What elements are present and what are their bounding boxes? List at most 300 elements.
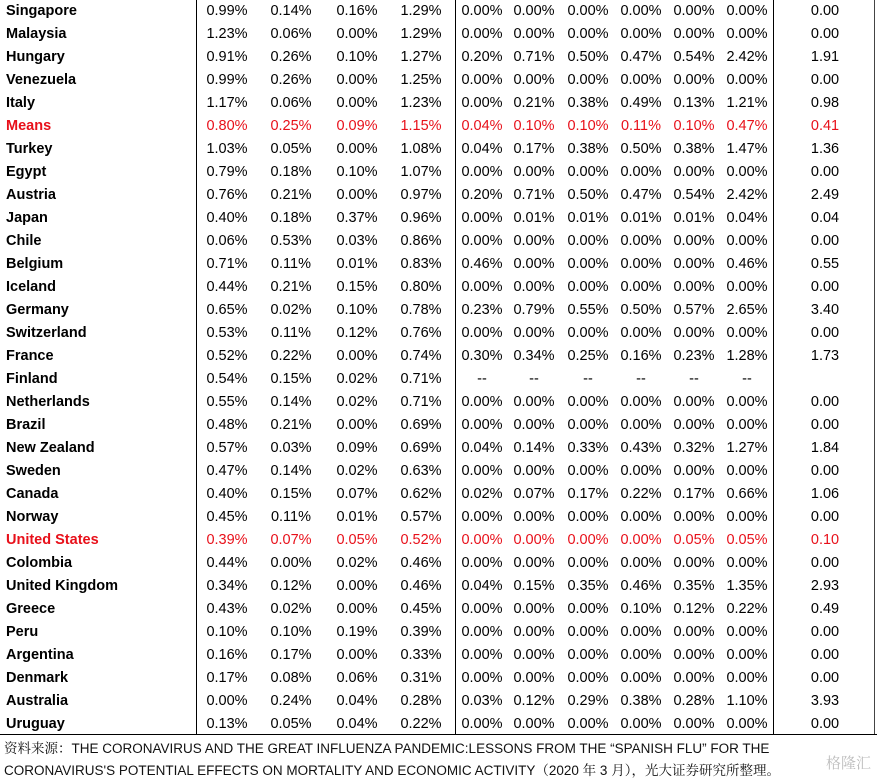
- value-cell: 0.00%: [673, 394, 715, 410]
- value-cell: 0.00%: [726, 624, 768, 640]
- value-cell: 0.15%: [513, 578, 555, 594]
- value-cell: 0.00%: [461, 647, 503, 663]
- value-cell: 0.79%: [513, 302, 555, 318]
- value-cell: 0.43%: [206, 601, 248, 617]
- table-row: [0, 460, 877, 483]
- country-cell: Argentina: [6, 647, 74, 663]
- value-cell: 0.00%: [461, 95, 503, 111]
- value-cell: 0.17%: [206, 670, 248, 686]
- country-cell: Hungary: [6, 49, 65, 65]
- value-cell: 0.00: [810, 394, 840, 410]
- value-cell: 0.69%: [400, 417, 442, 433]
- value-cell: 0.71%: [513, 49, 555, 65]
- table-row: [0, 506, 877, 529]
- watermark-logo: 格隆汇: [825, 755, 871, 772]
- value-cell: 0.00%: [461, 624, 503, 640]
- value-cell: 0.03%: [461, 693, 503, 709]
- value-cell: 0.38%: [620, 693, 662, 709]
- value-cell: 0.12%: [673, 601, 715, 617]
- value-cell: 1.15%: [400, 118, 442, 134]
- value-cell: 2.93: [810, 578, 840, 594]
- country-cell: Finland: [6, 371, 58, 387]
- value-cell: 0.00%: [673, 647, 715, 663]
- table-row: [0, 483, 877, 506]
- value-cell: 1.17%: [206, 95, 248, 111]
- value-cell: 0.49: [810, 601, 840, 617]
- value-cell: 0.00%: [461, 532, 503, 548]
- value-cell: 0.00%: [567, 647, 609, 663]
- value-cell: --: [477, 371, 487, 387]
- value-cell: 0.71%: [206, 256, 248, 272]
- country-cell: Singapore: [6, 3, 77, 19]
- table-row: [0, 575, 877, 598]
- value-cell: 0.00%: [336, 26, 378, 42]
- value-cell: 2.42%: [726, 187, 768, 203]
- value-cell: 0.00%: [567, 670, 609, 686]
- table-bottom-border: [0, 734, 877, 735]
- value-cell: 0.00%: [673, 624, 715, 640]
- value-cell: 0.04%: [336, 716, 378, 732]
- value-cell: 0.00%: [513, 233, 555, 249]
- value-cell: 0.14%: [513, 440, 555, 456]
- value-cell: 0.62%: [400, 486, 442, 502]
- table-row: [0, 207, 877, 230]
- value-cell: 3.40: [810, 302, 840, 318]
- value-cell: 0.00%: [567, 601, 609, 617]
- value-cell: --: [742, 371, 752, 387]
- value-cell: 0.99%: [206, 3, 248, 19]
- value-cell: 0.57%: [673, 302, 715, 318]
- value-cell: 0.10%: [673, 118, 715, 134]
- value-cell: 0.10%: [336, 164, 378, 180]
- value-cell: 0.11%: [270, 256, 312, 272]
- value-cell: 0.01%: [513, 210, 555, 226]
- value-cell: 0.01%: [567, 210, 609, 226]
- column-divider: [773, 0, 774, 735]
- value-cell: 0.19%: [336, 624, 378, 640]
- value-cell: 0.00%: [461, 325, 503, 341]
- value-cell: 0.01%: [620, 210, 662, 226]
- country-cell: Venezuela: [6, 72, 77, 88]
- value-cell: 0.52%: [206, 348, 248, 364]
- value-cell: 0.00%: [567, 279, 609, 295]
- value-cell: 0.00%: [567, 417, 609, 433]
- value-cell: 0.17%: [567, 486, 609, 502]
- value-cell: 0.46%: [400, 578, 442, 594]
- table-right-border: [874, 0, 875, 735]
- value-cell: 0.00: [810, 716, 840, 732]
- value-cell: 0.21%: [270, 417, 312, 433]
- value-cell: 0.00%: [673, 509, 715, 525]
- value-cell: 0.00%: [461, 394, 503, 410]
- value-cell: 0.98: [810, 95, 840, 111]
- value-cell: 1.91: [810, 49, 840, 65]
- value-cell: 0.00: [810, 233, 840, 249]
- country-cell: Belgium: [6, 256, 64, 272]
- value-cell: 0.00%: [336, 601, 378, 617]
- value-cell: 0.10%: [336, 302, 378, 318]
- value-cell: 0.35%: [673, 578, 715, 594]
- value-cell: 0.00%: [567, 164, 609, 180]
- value-cell: 0.00%: [567, 72, 609, 88]
- value-cell: 0.49%: [620, 95, 662, 111]
- country-cell: Uruguay: [6, 716, 65, 732]
- value-cell: 3.93: [810, 693, 840, 709]
- value-cell: 0.10%: [270, 624, 312, 640]
- value-cell: 0.00%: [726, 3, 768, 19]
- table-row: [0, 92, 877, 115]
- value-cell: 0.00%: [336, 348, 378, 364]
- value-cell: 0.00%: [726, 647, 768, 663]
- value-cell: 0.01%: [673, 210, 715, 226]
- value-cell: 0.20%: [461, 187, 503, 203]
- value-cell: 0.46%: [400, 555, 442, 571]
- value-cell: 0.21%: [270, 187, 312, 203]
- value-cell: 0.00%: [620, 509, 662, 525]
- value-cell: 0.00%: [620, 72, 662, 88]
- value-cell: 0.66%: [726, 486, 768, 502]
- table-row: [0, 368, 877, 391]
- value-cell: 0.00%: [336, 578, 378, 594]
- value-cell: 0.00%: [673, 555, 715, 571]
- value-cell: 0.33%: [400, 647, 442, 663]
- value-cell: 0.96%: [400, 210, 442, 226]
- value-cell: 1.84: [810, 440, 840, 456]
- country-cell: Switzerland: [6, 325, 87, 341]
- country-cell: Malaysia: [6, 26, 67, 42]
- value-cell: --: [689, 371, 699, 387]
- value-cell: 0.00%: [567, 3, 609, 19]
- value-cell: 0.00%: [567, 463, 609, 479]
- value-cell: 0.18%: [270, 164, 312, 180]
- value-cell: 0.14%: [270, 3, 312, 19]
- value-cell: 0.46%: [461, 256, 503, 272]
- value-cell: 1.25%: [400, 72, 442, 88]
- value-cell: 0.08%: [270, 670, 312, 686]
- value-cell: 0.00%: [461, 716, 503, 732]
- value-cell: 0.07%: [270, 532, 312, 548]
- value-cell: 0.22%: [620, 486, 662, 502]
- value-cell: 0.00%: [513, 509, 555, 525]
- value-cell: 0.00%: [620, 647, 662, 663]
- value-cell: 0.04%: [461, 440, 503, 456]
- value-cell: 0.00%: [673, 325, 715, 341]
- value-cell: 0.00%: [461, 164, 503, 180]
- value-cell: 0.28%: [673, 693, 715, 709]
- value-cell: 0.00%: [726, 417, 768, 433]
- country-cell: Colombia: [6, 555, 73, 571]
- value-cell: 0.00%: [513, 72, 555, 88]
- value-cell: 0.00: [810, 325, 840, 341]
- value-cell: 0.13%: [206, 716, 248, 732]
- value-cell: 0.00%: [620, 555, 662, 571]
- value-cell: 0.00%: [567, 256, 609, 272]
- value-cell: 0.03%: [336, 233, 378, 249]
- table-row: [0, 184, 877, 207]
- value-cell: 0.22%: [726, 601, 768, 617]
- value-cell: 0.04%: [726, 210, 768, 226]
- value-cell: 0.00%: [336, 95, 378, 111]
- value-cell: 0.00%: [513, 279, 555, 295]
- value-cell: 0.00%: [461, 233, 503, 249]
- value-cell: 0.00%: [620, 670, 662, 686]
- country-cell: Brazil: [6, 417, 46, 433]
- table-row: [0, 552, 877, 575]
- value-cell: 0.18%: [270, 210, 312, 226]
- value-cell: 1.07%: [400, 164, 442, 180]
- value-cell: 0.04: [810, 210, 840, 226]
- value-cell: 0.00%: [620, 624, 662, 640]
- source-note-line-2: CORONAVIRUS'S POTENTIAL EFFECTS ON MORTALITY AND ECONOMIC ACTIVITY（2020 年 3 月），光大证券研究所整理。: [4, 763, 780, 778]
- value-cell: 0.02%: [336, 463, 378, 479]
- value-cell: 0.03%: [270, 440, 312, 456]
- value-cell: 0.00: [810, 279, 840, 295]
- value-cell: 2.49: [810, 187, 840, 203]
- value-cell: 0.00: [810, 3, 840, 19]
- value-cell: 0.14%: [270, 394, 312, 410]
- value-cell: 0.57%: [206, 440, 248, 456]
- value-cell: 0.10%: [620, 601, 662, 617]
- table-row: [0, 299, 877, 322]
- value-cell: 0.15%: [270, 371, 312, 387]
- country-cell: Iceland: [6, 279, 56, 295]
- value-cell: 0.00%: [461, 601, 503, 617]
- value-cell: 0.38%: [567, 95, 609, 111]
- value-cell: 0.09%: [336, 118, 378, 134]
- value-cell: 0.05%: [270, 141, 312, 157]
- value-cell: 0.83%: [400, 256, 442, 272]
- value-cell: 0.00%: [726, 555, 768, 571]
- value-cell: 0.46%: [620, 578, 662, 594]
- value-cell: 0.00%: [673, 417, 715, 433]
- value-cell: 0.09%: [336, 440, 378, 456]
- value-cell: 0.05%: [726, 532, 768, 548]
- value-cell: 0.00%: [513, 417, 555, 433]
- table-row: [0, 621, 877, 644]
- value-cell: [795, 368, 855, 391]
- table-row: [0, 667, 877, 690]
- value-cell: 1.27%: [400, 49, 442, 65]
- value-cell: 0.00%: [461, 555, 503, 571]
- value-cell: 0.37%: [336, 210, 378, 226]
- country-cell: United States: [6, 532, 99, 548]
- value-cell: 0.34%: [513, 348, 555, 364]
- value-cell: 0.00: [810, 555, 840, 571]
- value-cell: 0.00: [810, 72, 840, 88]
- value-cell: 0.04%: [461, 118, 503, 134]
- value-cell: 0.34%: [206, 578, 248, 594]
- value-cell: 0.00%: [673, 279, 715, 295]
- value-cell: 0.38%: [567, 141, 609, 157]
- value-cell: 0.06%: [270, 26, 312, 42]
- value-cell: 1.28%: [726, 348, 768, 364]
- table-row: [0, 230, 877, 253]
- table-row: [0, 69, 877, 92]
- value-cell: 0.00%: [726, 394, 768, 410]
- value-cell: 0.21%: [513, 95, 555, 111]
- value-cell: 0.00%: [673, 256, 715, 272]
- country-cell: Canada: [6, 486, 59, 502]
- value-cell: 0.00: [810, 26, 840, 42]
- table-row: [0, 345, 877, 368]
- value-cell: 0.00%: [513, 532, 555, 548]
- country-cell: Chile: [6, 233, 42, 249]
- table-row: [0, 276, 877, 299]
- value-cell: 0.00%: [513, 325, 555, 341]
- country-cell: Egypt: [6, 164, 47, 180]
- value-cell: 0.71%: [400, 394, 442, 410]
- value-cell: 1.73: [810, 348, 840, 364]
- value-cell: 0.35%: [567, 578, 609, 594]
- value-cell: 0.00%: [567, 26, 609, 42]
- value-cell: 0.00%: [513, 624, 555, 640]
- value-cell: 0.99%: [206, 72, 248, 88]
- value-cell: 0.00%: [513, 394, 555, 410]
- value-cell: 0.10: [810, 532, 840, 548]
- value-cell: 0.30%: [461, 348, 503, 364]
- value-cell: 0.80%: [206, 118, 248, 134]
- value-cell: 0.54%: [206, 371, 248, 387]
- value-cell: 0.05%: [270, 716, 312, 732]
- country-cell: Denmark: [6, 670, 69, 686]
- value-cell: 0.23%: [461, 302, 503, 318]
- value-cell: 0.06%: [336, 670, 378, 686]
- value-cell: 1.35%: [726, 578, 768, 594]
- value-cell: 0.40%: [206, 486, 248, 502]
- column-divider: [455, 0, 456, 735]
- value-cell: 0.76%: [400, 325, 442, 341]
- value-cell: 0.00%: [461, 26, 503, 42]
- value-cell: 0.00%: [726, 716, 768, 732]
- value-cell: 0.00%: [620, 279, 662, 295]
- value-cell: 0.00%: [461, 670, 503, 686]
- value-cell: 0.69%: [400, 440, 442, 456]
- value-cell: 1.23%: [206, 26, 248, 42]
- value-cell: 0.00%: [726, 26, 768, 42]
- value-cell: 0.80%: [400, 279, 442, 295]
- table-row: [0, 529, 877, 552]
- country-cell: Italy: [6, 95, 36, 111]
- value-cell: 0.00%: [620, 417, 662, 433]
- value-cell: 0.06%: [270, 95, 312, 111]
- value-cell: --: [529, 371, 539, 387]
- value-cell: 0.47%: [206, 463, 248, 479]
- value-cell: 0.07%: [513, 486, 555, 502]
- value-cell: 0.00%: [620, 463, 662, 479]
- value-cell: 0.00: [810, 670, 840, 686]
- value-cell: 0.00: [810, 647, 840, 663]
- table-row: [0, 391, 877, 414]
- value-cell: 0.00: [810, 509, 840, 525]
- table-row: [0, 644, 877, 667]
- value-cell: 0.00%: [513, 716, 555, 732]
- table-row: [0, 253, 877, 276]
- value-cell: --: [583, 371, 593, 387]
- value-cell: 0.71%: [513, 187, 555, 203]
- value-cell: 0.00%: [726, 233, 768, 249]
- value-cell: 0.00: [810, 624, 840, 640]
- value-cell: 0.00%: [673, 463, 715, 479]
- value-cell: 0.28%: [400, 693, 442, 709]
- value-cell: 0.01%: [336, 509, 378, 525]
- country-cell: Means: [6, 118, 52, 134]
- value-cell: 0.00%: [620, 3, 662, 19]
- value-cell: 0.25%: [567, 348, 609, 364]
- value-cell: 0.00%: [461, 509, 503, 525]
- value-cell: 2.42%: [726, 49, 768, 65]
- value-cell: 0.50%: [567, 187, 609, 203]
- value-cell: 0.23%: [673, 348, 715, 364]
- value-cell: 0.00%: [726, 670, 768, 686]
- value-cell: 2.65%: [726, 302, 768, 318]
- value-cell: 0.00%: [567, 509, 609, 525]
- value-cell: 0.00%: [620, 26, 662, 42]
- country-cell: Japan: [6, 210, 48, 226]
- value-cell: 0.74%: [400, 348, 442, 364]
- value-cell: 0.02%: [270, 601, 312, 617]
- value-cell: 1.03%: [206, 141, 248, 157]
- value-cell: 0.15%: [270, 486, 312, 502]
- value-cell: 0.02%: [270, 302, 312, 318]
- value-cell: 0.55: [810, 256, 840, 272]
- value-cell: 0.02%: [336, 371, 378, 387]
- value-cell: 0.00%: [620, 233, 662, 249]
- value-cell: 0.00%: [726, 279, 768, 295]
- value-cell: 0.53%: [206, 325, 248, 341]
- value-cell: 0.63%: [400, 463, 442, 479]
- value-cell: 0.00%: [726, 325, 768, 341]
- value-cell: 0.02%: [336, 394, 378, 410]
- table-row: [0, 46, 877, 69]
- value-cell: 0.38%: [673, 141, 715, 157]
- value-cell: 0.00%: [513, 555, 555, 571]
- value-cell: 0.45%: [206, 509, 248, 525]
- value-cell: 0.00%: [461, 463, 503, 479]
- value-cell: 1.10%: [726, 693, 768, 709]
- country-cell: Greece: [6, 601, 56, 617]
- value-cell: 0.00%: [513, 647, 555, 663]
- value-cell: 0.00%: [206, 693, 248, 709]
- value-cell: 0.91%: [206, 49, 248, 65]
- country-cell: Germany: [6, 302, 69, 318]
- value-cell: 0.46%: [726, 256, 768, 272]
- value-cell: 0.12%: [336, 325, 378, 341]
- value-cell: 0.20%: [461, 49, 503, 65]
- value-cell: 0.00%: [673, 3, 715, 19]
- value-cell: 0.04%: [336, 693, 378, 709]
- value-cell: 0.00%: [567, 716, 609, 732]
- value-cell: 1.21%: [726, 95, 768, 111]
- value-cell: 0.32%: [673, 440, 715, 456]
- value-cell: 1.23%: [400, 95, 442, 111]
- country-cell: Norway: [6, 509, 59, 525]
- value-cell: 0.01%: [336, 256, 378, 272]
- value-cell: 0.00%: [513, 26, 555, 42]
- value-cell: 0.45%: [400, 601, 442, 617]
- value-cell: 0.00%: [461, 3, 503, 19]
- value-cell: 0.55%: [567, 302, 609, 318]
- value-cell: 0.21%: [270, 279, 312, 295]
- value-cell: 0.52%: [400, 532, 442, 548]
- value-cell: 0.48%: [206, 417, 248, 433]
- value-cell: 0.00%: [270, 555, 312, 571]
- value-cell: 0.00%: [726, 72, 768, 88]
- country-cell: Peru: [6, 624, 39, 640]
- value-cell: 0.04%: [461, 578, 503, 594]
- value-cell: 0.47%: [726, 118, 768, 134]
- value-cell: 0.16%: [206, 647, 248, 663]
- value-cell: 0.07%: [336, 486, 378, 502]
